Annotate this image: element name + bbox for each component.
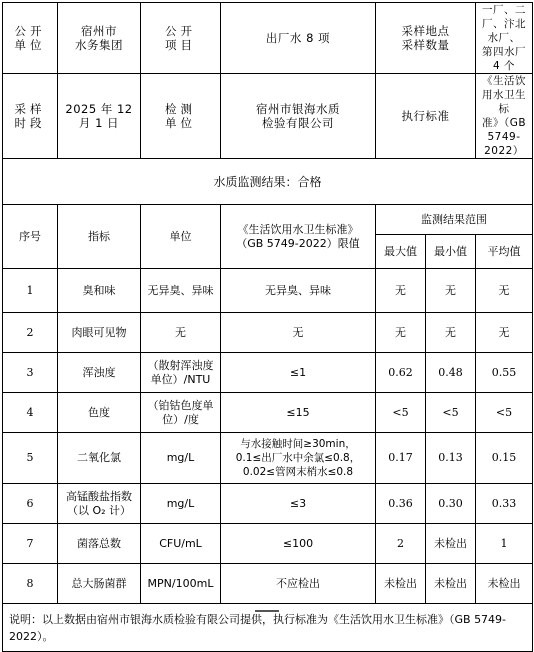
cell-seq: 8 bbox=[3, 564, 58, 604]
cell-avg: 无 bbox=[476, 269, 533, 313]
cell-indicator: 二氧化氯 bbox=[58, 433, 141, 484]
cell-seq: 5 bbox=[3, 433, 58, 484]
col-header-unit: 单位 bbox=[141, 205, 221, 269]
header-label-item: 公开 项目 bbox=[141, 3, 221, 74]
header-label-lab: 检测 单位 bbox=[141, 74, 221, 159]
col-header-min: 最小值 bbox=[426, 235, 476, 269]
table-row bbox=[3, 564, 533, 604]
cell-indicator: 总大肠菌群 bbox=[58, 564, 141, 604]
cell-indicator: 臭和味 bbox=[58, 269, 141, 313]
cell-seq: 2 bbox=[3, 313, 58, 353]
cell-max: 2 bbox=[376, 524, 426, 564]
cell-min: 0.30 bbox=[426, 484, 476, 524]
col-header-range: 监测结果范围 bbox=[376, 205, 533, 235]
cell-unit: mg/L bbox=[141, 433, 221, 484]
cell-min: <5 bbox=[426, 393, 476, 433]
cell-max: 无 bbox=[376, 269, 426, 313]
cell-indicator: 浑浊度 bbox=[58, 353, 141, 393]
cell-unit: （散射浑浊度 单位）/NTU bbox=[141, 353, 221, 393]
cell-avg: 无 bbox=[476, 313, 533, 353]
cell-min: 无 bbox=[426, 313, 476, 353]
cell-seq: 4 bbox=[3, 393, 58, 433]
cell-avg: 未检出 bbox=[476, 564, 533, 604]
table-row bbox=[3, 433, 533, 484]
col-header-limit: 《生活饮用水卫生标准》 （GB 5749-2022）限值 bbox=[221, 205, 376, 269]
col-header-avg: 平均值 bbox=[476, 235, 533, 269]
cell-limit: ≤15 bbox=[221, 393, 376, 433]
table-row bbox=[3, 353, 533, 393]
cell-unit: （铂钴色度单 位）/度 bbox=[141, 393, 221, 433]
cell-min: 0.13 bbox=[426, 433, 476, 484]
cell-min: 0.48 bbox=[426, 353, 476, 393]
cell-limit: 无 bbox=[221, 313, 376, 353]
result-line: 水质监测结果：合格 bbox=[3, 159, 533, 205]
cell-max: <5 bbox=[376, 393, 426, 433]
cell-indicator: 菌落总数 bbox=[58, 524, 141, 564]
cell-max: 无 bbox=[376, 313, 426, 353]
header-value-period: 2025 年 12 月 1 日 bbox=[58, 74, 141, 159]
cell-avg: 0.55 bbox=[476, 353, 533, 393]
cell-avg: 0.33 bbox=[476, 484, 533, 524]
report-table bbox=[2, 2, 533, 652]
cell-max: 0.36 bbox=[376, 484, 426, 524]
col-header-indicator: 指标 bbox=[58, 205, 141, 269]
data-rows bbox=[3, 269, 533, 604]
cell-min: 无 bbox=[426, 269, 476, 313]
cell-limit: ≤100 bbox=[221, 524, 376, 564]
table-row bbox=[3, 484, 533, 524]
cell-limit: ≤1 bbox=[221, 353, 376, 393]
table-row bbox=[3, 313, 533, 353]
cell-limit: 与水接触时间≥30min， 0.1≤出厂水中余氯≤0.8， 0.02≤管网末梢水≤0.8 bbox=[221, 433, 376, 484]
header-value-publisher: 宿州市 水务集团 bbox=[58, 3, 141, 74]
cell-avg: 1 bbox=[476, 524, 533, 564]
cell-unit: mg/L bbox=[141, 484, 221, 524]
cell-unit: 无 bbox=[141, 313, 221, 353]
cell-seq: 3 bbox=[3, 353, 58, 393]
cell-max: 0.62 bbox=[376, 353, 426, 393]
water-quality-report bbox=[2, 2, 532, 652]
note: 说明：以上数据由宿州市银海水质检验有限公司提供，执行标准为《生活饮用水卫生标准》（GB 5749-2022）。 bbox=[3, 604, 533, 652]
page-edge-mark bbox=[255, 610, 279, 612]
cell-seq: 6 bbox=[3, 484, 58, 524]
cell-avg: 0.15 bbox=[476, 433, 533, 484]
cell-limit: ≤3 bbox=[221, 484, 376, 524]
col-header-max: 最大值 bbox=[376, 235, 426, 269]
header-value-lab: 宿州市银海水质 检验有限公司 bbox=[221, 74, 376, 159]
cell-indicator: 高锰酸盐指数 （以 O₂ 计） bbox=[58, 484, 141, 524]
cell-seq: 1 bbox=[3, 269, 58, 313]
cell-indicator: 肉眼可见物 bbox=[58, 313, 141, 353]
cell-min: 未检出 bbox=[426, 524, 476, 564]
header-value-standard: 《生活饮用水卫生标 准》（GB 5749-2022） bbox=[476, 74, 533, 159]
cell-min: 未检出 bbox=[426, 564, 476, 604]
header-value-item: 出厂水 8 项 bbox=[221, 3, 376, 74]
cell-limit: 不应检出 bbox=[221, 564, 376, 604]
cell-max: 未检出 bbox=[376, 564, 426, 604]
table-row bbox=[3, 524, 533, 564]
col-header-seq: 序号 bbox=[3, 205, 58, 269]
cell-unit: 无异臭、异味 bbox=[141, 269, 221, 313]
header-label-period: 采样 时段 bbox=[3, 74, 58, 159]
cell-indicator: 色度 bbox=[58, 393, 141, 433]
table-row bbox=[3, 269, 533, 313]
header-label-standard: 执行标准 bbox=[376, 74, 476, 159]
cell-avg: <5 bbox=[476, 393, 533, 433]
cell-unit: MPN/100mL bbox=[141, 564, 221, 604]
cell-seq: 7 bbox=[3, 524, 58, 564]
header-label-sampling-site: 采样地点 采样数量 bbox=[376, 3, 476, 74]
header-value-sampling-site: 一厂、二厂、汴北水厂、 第四水厂 4 个 bbox=[476, 3, 533, 74]
header-label-publisher: 公开 单位 bbox=[3, 3, 58, 74]
cell-unit: CFU/mL bbox=[141, 524, 221, 564]
cell-limit: 无异臭、异味 bbox=[221, 269, 376, 313]
cell-max: 0.17 bbox=[376, 433, 426, 484]
table-row bbox=[3, 393, 533, 433]
